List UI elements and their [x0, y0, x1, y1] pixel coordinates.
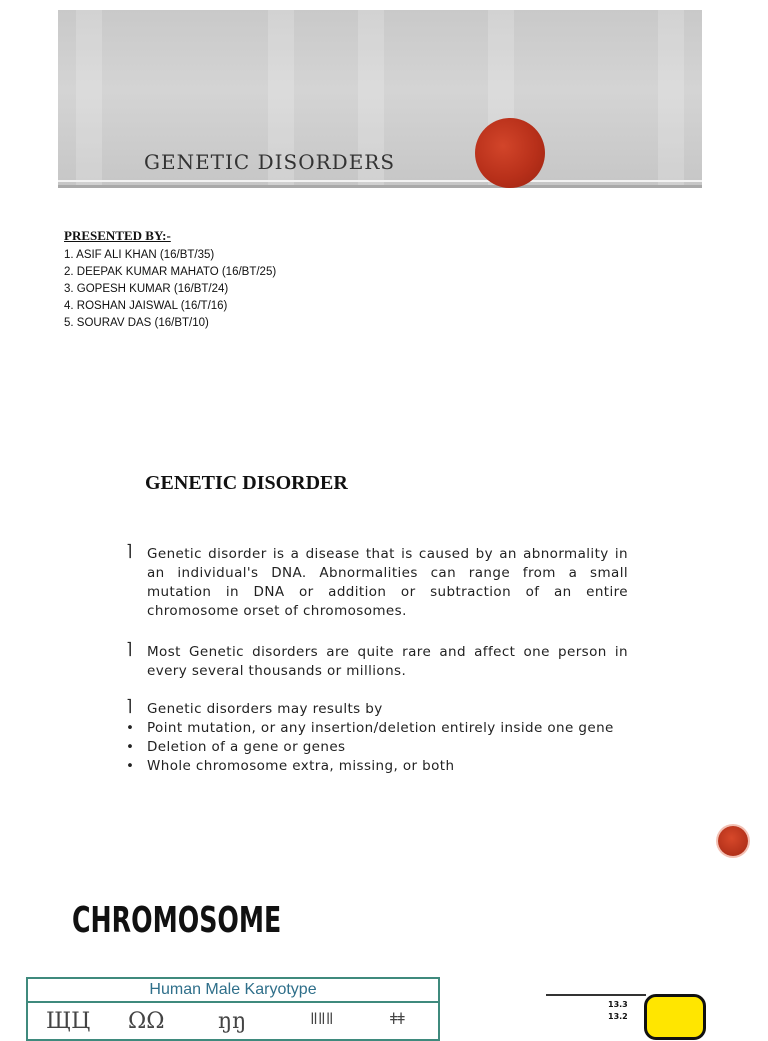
paragraph-text: Genetic disorders may results by [147, 701, 383, 717]
presenter-item: 1. ASIF ALI KHAN (16/BT/35) [64, 249, 215, 261]
presenter-item: 5. SOURAV DAS (16/BT/10) [64, 317, 209, 329]
chromosome-pair-icon: ЩЦ [46, 1009, 91, 1034]
paragraph-text: Most Genetic disorders are quite rare and affect one person in every several thousands or millions. [147, 644, 628, 679]
chromosome-pair-icon: ǂǂ [390, 1009, 405, 1028]
band-label: 13.2 [608, 1012, 628, 1021]
chromosome-shape [644, 994, 706, 1040]
decorative-red-circle [475, 118, 545, 188]
bullet-dot-icon: • [126, 720, 135, 736]
chromosome-pair-icon: ŋŋ [218, 1009, 247, 1034]
list-item: Deletion of a gene or genes [147, 739, 346, 755]
bracket-bullet-icon: ⌉ [126, 541, 133, 560]
presenter-item: 3. GOPESH KUMAR (16/BT/24) [64, 283, 229, 295]
karyotype-image [26, 977, 440, 1041]
slide-title: GENETIC DISORDERS [144, 150, 396, 174]
paragraph [126, 541, 628, 621]
bracket-bullet-icon: ⌉ [126, 639, 133, 658]
section-title: GENETIC DISORDER [145, 472, 348, 494]
chromosome-title: CHROMOSOME [72, 900, 282, 941]
karyotype-title: Human Male Karyotype [28, 979, 438, 1003]
title-banner [58, 10, 702, 188]
paragraph [126, 639, 628, 681]
list-item: Whole chromosome extra, missing, or both [147, 758, 455, 774]
bracket-bullet-icon: ⌉ [126, 696, 133, 715]
presenter-item: 2. DEEPAK KUMAR MAHATO (16/BT/25) [64, 266, 277, 278]
next-slide-button[interactable] [718, 826, 748, 856]
presented-by-label: PRESENTED BY:- [64, 228, 171, 243]
list-item: Point mutation, or any insertion/deletion entirely inside one gene [147, 720, 614, 736]
paragraph-with-list [126, 696, 628, 776]
bullet-dot-icon: • [126, 758, 135, 774]
bullet-dot-icon: • [126, 739, 135, 755]
chromosome-pair-icon: ǁǁǁ [310, 1009, 334, 1028]
presenter-item: 4. ROSHAN JAISWAL (16/T/16) [64, 300, 228, 312]
presenters-block [64, 228, 276, 332]
chromosome-pair-icon: ΩΩ [128, 1009, 165, 1034]
paragraph-text: Genetic disorder is a disease that is caused by an abnormality in an individual's DNA. Abnormalities can range from a small mutation in DNA or addition or subtraction of an entire chromosome orset of chromosomes. [147, 546, 628, 619]
band-label: 13.3 [608, 1000, 628, 1009]
